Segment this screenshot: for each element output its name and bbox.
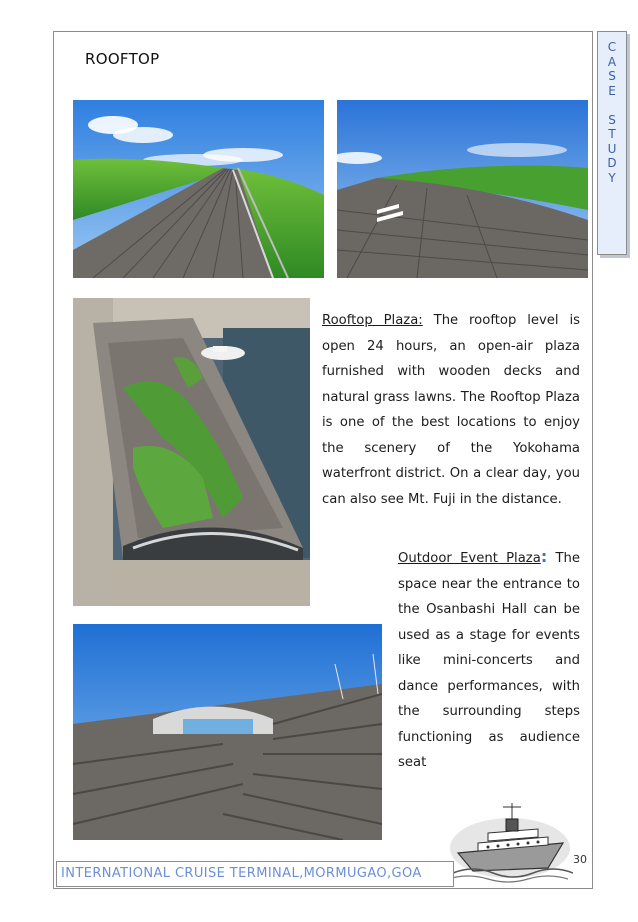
side-tab-letter: C (607, 40, 617, 54)
side-tab-letter: D (607, 156, 617, 170)
case-study-side-tab (597, 31, 627, 255)
side-tab-letter: Y (608, 170, 616, 185)
outdoor-event-plaza-paragraph (398, 544, 580, 776)
rooftop-plaza-body: The rooftop level is open 24 hours, an open-air plaza furnished with wooden decks and natural grass lawns. The Rooftop Plaza is one of the best locations to enjoy the scenery of the Yokohama waterfront district. On a clear day, you can also see Mt. Fuji in the distance. (322, 313, 580, 507)
outdoor-event-plaza-body: The space near the entrance to the Osanbashi Hall can be used as a stage for events like mini-concerts and dance performances, with the surrounding steps functioning as audience seat (398, 551, 580, 770)
rooftop-plaza-paragraph (322, 308, 580, 512)
footer-title: INTERNATIONAL CRUISE TERMINAL,MORMUGAO,GOA (56, 861, 454, 887)
heading-colon: : (540, 547, 548, 566)
rooftop-deck-photo (337, 100, 588, 278)
section-title: ROOFTOP (85, 50, 160, 68)
side-tab-letter: E (608, 83, 616, 98)
event-plaza-photo (73, 624, 382, 840)
side-tab-spacer (598, 98, 626, 113)
page-number: 30 (573, 853, 587, 866)
rooftop-plaza-heading: Rooftop Plaza: (322, 313, 423, 328)
side-tab-letter: T (608, 127, 616, 141)
outdoor-event-plaza-heading: Outdoor Event Plaza (398, 551, 541, 566)
cruise-ship-logo-icon (448, 793, 573, 883)
terminal-aerial-photo (73, 298, 310, 606)
rooftop-walkway-photo (73, 100, 324, 278)
side-tab-letter: U (607, 141, 617, 156)
side-tab-letters (598, 40, 626, 185)
side-tab-letter: S (608, 69, 616, 83)
side-tab-letter: A (607, 54, 617, 69)
side-tab-letter: S (608, 112, 616, 127)
